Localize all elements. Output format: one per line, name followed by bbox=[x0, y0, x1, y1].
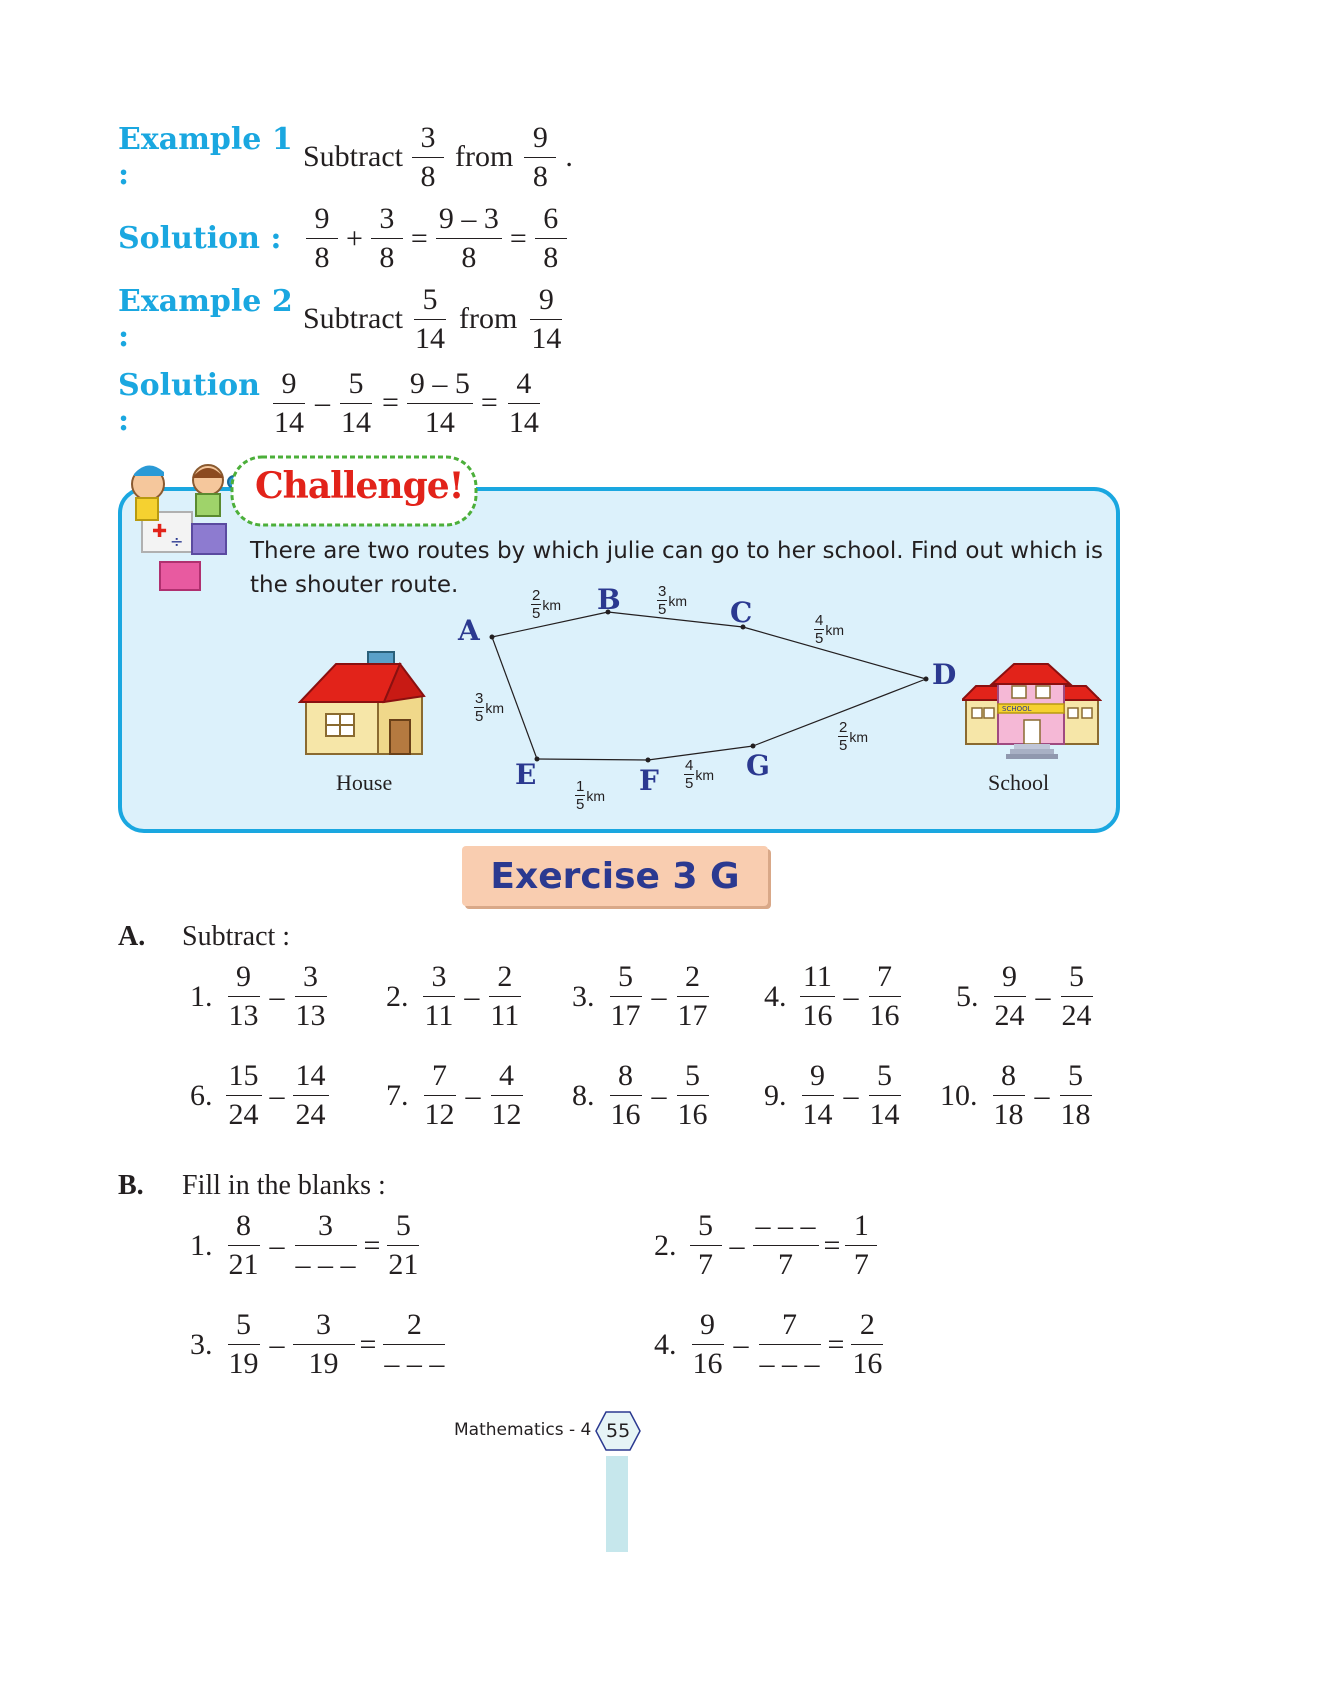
part-a-title: Subtract : bbox=[182, 921, 291, 952]
minus-sign: – bbox=[843, 1078, 859, 1112]
equals-sign: = bbox=[480, 386, 498, 419]
school-icon bbox=[962, 660, 1102, 760]
point-e-label: E bbox=[515, 758, 537, 791]
point-d-label: D bbox=[932, 658, 957, 691]
fraction: $\frac{9 - 5}{14}$ bbox=[407, 369, 473, 438]
equals-sign: = bbox=[363, 1228, 381, 1262]
minus-sign: – bbox=[269, 1228, 285, 1262]
example-1-verb: Subtract bbox=[303, 140, 403, 173]
subtract-item bbox=[940, 1061, 1097, 1130]
minus-sign: – bbox=[651, 979, 667, 1013]
minus-sign: – bbox=[269, 979, 285, 1013]
fraction: $\frac{5}{7}$ bbox=[690, 1211, 722, 1280]
item-number: 7. bbox=[386, 1078, 409, 1112]
fill-blank-item bbox=[190, 1310, 450, 1379]
fraction: $\frac{7}{16}$ bbox=[869, 960, 900, 1032]
fraction-result: $\frac{5}{21}$ bbox=[388, 1209, 419, 1281]
school-label: School bbox=[988, 770, 1050, 795]
item-number: 4. bbox=[764, 979, 787, 1013]
segment-ef bbox=[537, 759, 648, 760]
fraction: $\frac{11}{16}$ bbox=[800, 962, 836, 1031]
minus-sign: – bbox=[465, 1078, 481, 1112]
solution-2-label: Solution : bbox=[118, 368, 260, 438]
point-g-dot bbox=[751, 744, 756, 749]
example-2-verb: Subtract bbox=[303, 302, 403, 335]
minus-sign: – bbox=[1034, 1078, 1050, 1112]
challenge-title: Challenge! bbox=[255, 465, 464, 507]
fraction: $\frac{9}{14}$ bbox=[531, 282, 562, 355]
equals-sign: = bbox=[359, 1327, 377, 1361]
example-1-label: Example 1 : bbox=[118, 122, 293, 192]
distance-gd: $\frac{2}{5}$ km bbox=[839, 719, 869, 754]
distance-ef: $\frac{1}{5}$ km bbox=[576, 778, 606, 813]
point-c-label: C bbox=[730, 596, 753, 629]
fraction: $\frac{9}{14}$ bbox=[802, 1059, 833, 1131]
fraction: $\frac{9}{8}$ bbox=[524, 123, 556, 192]
fraction: $\frac{3}{8}$ bbox=[412, 123, 444, 192]
fraction: $\frac{7}{12}$ bbox=[424, 1059, 455, 1131]
fraction-with-blank[interactable]: $\frac{3}{- - -}$ bbox=[295, 1209, 356, 1281]
fill-blank-item bbox=[654, 1211, 880, 1280]
item-number: 3. bbox=[572, 979, 595, 1013]
fraction-result: $\frac{2}{16}$ bbox=[852, 1308, 883, 1380]
fraction: $\frac{5}{16}$ bbox=[677, 1059, 708, 1131]
footer-book-title: Mathematics - 4 bbox=[454, 1420, 592, 1440]
point-g-label: G bbox=[746, 749, 770, 782]
part-b-title: Fill in the blanks : bbox=[182, 1170, 386, 1201]
fraction: $\frac{9}{8}$ bbox=[306, 204, 338, 273]
distance-fg: $\frac{4}{5}$ km bbox=[685, 757, 715, 792]
minus-sign: – bbox=[843, 979, 859, 1013]
solution-1-label: Solution : bbox=[118, 221, 282, 256]
subtract-item bbox=[572, 1061, 714, 1130]
exercise-title-text: Exercise 3 G bbox=[490, 855, 740, 897]
item-number: 2. bbox=[654, 1228, 677, 1262]
item-number: 8. bbox=[572, 1078, 595, 1112]
item-number: 5. bbox=[956, 979, 979, 1013]
point-a-dot bbox=[490, 635, 495, 640]
house-icon bbox=[298, 650, 428, 760]
distance-cd: $\frac{4}{5}$ km bbox=[815, 612, 845, 647]
point-b-label: B bbox=[597, 583, 621, 616]
item-number: 6. bbox=[190, 1078, 213, 1112]
example-2-from: from bbox=[458, 302, 518, 335]
item-number: 9. bbox=[764, 1078, 787, 1112]
distance-ae: $\frac{3}{5}$ km bbox=[475, 690, 505, 725]
equals-sign: = bbox=[827, 1327, 845, 1361]
fraction: $\frac{5}{14}$ bbox=[414, 282, 445, 355]
item-number: 3. bbox=[190, 1327, 213, 1361]
subtract-item bbox=[190, 1061, 332, 1130]
subtract-item bbox=[956, 962, 1098, 1031]
item-number: 10. bbox=[940, 1078, 978, 1112]
fraction: $\frac{3}{8}$ bbox=[371, 204, 403, 273]
fraction: $\frac{9}{13}$ bbox=[228, 960, 259, 1032]
minus-sign: – bbox=[1035, 979, 1051, 1013]
challenge-text-line2: the shouter route. bbox=[250, 572, 459, 598]
page-number: 55 bbox=[606, 1420, 631, 1442]
fraction-result[interactable]: $\frac{2}{- - -}$ bbox=[384, 1308, 445, 1380]
svg-text:÷: ÷ bbox=[170, 532, 184, 551]
subtract-item bbox=[572, 962, 714, 1031]
fraction: $\frac{9 - 3}{8}$ bbox=[436, 204, 502, 273]
fraction: $\frac{4}{12}$ bbox=[491, 1059, 522, 1131]
equals-sign: = bbox=[509, 221, 527, 255]
fraction: $\frac{5}{18}$ bbox=[1060, 1059, 1091, 1131]
fraction: $\frac{8}{21}$ bbox=[228, 1209, 259, 1281]
svg-text:✚: ✚ bbox=[152, 521, 168, 542]
example-1-from: from bbox=[454, 140, 514, 173]
school-sign: SCHOOL bbox=[1002, 705, 1032, 713]
period: . bbox=[565, 140, 573, 173]
part-a-letter: A. bbox=[118, 921, 146, 952]
item-number: 4. bbox=[654, 1327, 677, 1361]
fill-blank-item bbox=[190, 1211, 424, 1280]
item-number: 2. bbox=[386, 979, 409, 1013]
fraction: $\frac{14}{24}$ bbox=[293, 1061, 329, 1130]
fraction: $\frac{5}{19}$ bbox=[228, 1308, 259, 1380]
fraction: $\frac{5}{14}$ bbox=[869, 1059, 900, 1131]
subtract-item bbox=[386, 1061, 528, 1130]
minus-sign: – bbox=[729, 1228, 745, 1262]
fraction-with-blank[interactable]: $\frac{7}{- - -}$ bbox=[759, 1308, 820, 1380]
point-f-dot bbox=[646, 758, 651, 763]
exercise-title bbox=[462, 846, 768, 906]
minus-sign: – bbox=[315, 386, 330, 419]
fraction-result: $\frac{1}{7}$ bbox=[845, 1211, 877, 1280]
plus-sign: + bbox=[346, 221, 363, 255]
fraction: $\frac{2}{17}$ bbox=[677, 960, 708, 1032]
fraction: $\frac{2}{11}$ bbox=[490, 960, 520, 1032]
subtract-item bbox=[764, 962, 906, 1031]
fraction: $\frac{4}{14}$ bbox=[508, 366, 539, 439]
fraction: $\frac{9}{24}$ bbox=[994, 960, 1025, 1032]
fraction: $\frac{3}{11}$ bbox=[424, 960, 454, 1032]
page-tab bbox=[606, 1456, 628, 1552]
house-label: House bbox=[336, 770, 393, 795]
fraction: $\frac{3}{13}$ bbox=[295, 960, 326, 1032]
item-number: 1. bbox=[190, 1228, 213, 1262]
fraction: $\frac{6}{8}$ bbox=[535, 204, 567, 273]
distance-ab: $\frac{2}{5}$ km bbox=[532, 587, 562, 622]
item-number: 1. bbox=[190, 979, 213, 1013]
fraction-with-blank: $\frac{3}{19}$ bbox=[293, 1310, 355, 1379]
fraction-with-blank[interactable]: $\frac{- - -}{7}$ bbox=[753, 1211, 819, 1280]
part-b-letter: B. bbox=[118, 1170, 144, 1201]
fraction: $\frac{9}{14}$ bbox=[274, 366, 304, 439]
example-2-label: Example 2 : bbox=[118, 284, 293, 354]
fill-blank-item bbox=[654, 1310, 888, 1379]
equals-sign: = bbox=[823, 1228, 841, 1262]
fraction: $\frac{5}{17}$ bbox=[610, 960, 641, 1032]
distance-bc: $\frac{3}{5}$ km bbox=[658, 583, 688, 618]
challenge-text-line1: There are two routes by which julie can go to her school. Find out which is bbox=[250, 538, 1103, 564]
point-d-dot bbox=[924, 677, 929, 682]
minus-sign: – bbox=[269, 1327, 285, 1361]
subtract-item bbox=[386, 962, 525, 1031]
subtract-item bbox=[764, 1061, 906, 1130]
fraction: $\frac{5}{24}$ bbox=[1061, 960, 1092, 1032]
fraction: $\frac{8}{16}$ bbox=[610, 1059, 641, 1131]
fraction: $\frac{9}{16}$ bbox=[692, 1308, 723, 1380]
point-f-label: F bbox=[639, 764, 659, 797]
minus-sign: – bbox=[464, 979, 480, 1013]
equals-sign: = bbox=[382, 386, 399, 419]
equals-sign: = bbox=[410, 221, 428, 255]
subtract-item bbox=[190, 962, 332, 1031]
fraction: $\frac{8}{18}$ bbox=[993, 1059, 1024, 1131]
fraction: $\frac{5}{14}$ bbox=[341, 366, 371, 439]
fraction: $\frac{15}{24}$ bbox=[226, 1061, 262, 1130]
minus-sign: – bbox=[269, 1078, 285, 1112]
minus-sign: – bbox=[651, 1078, 667, 1112]
point-a-label: A bbox=[458, 614, 480, 647]
minus-sign: – bbox=[733, 1327, 749, 1361]
